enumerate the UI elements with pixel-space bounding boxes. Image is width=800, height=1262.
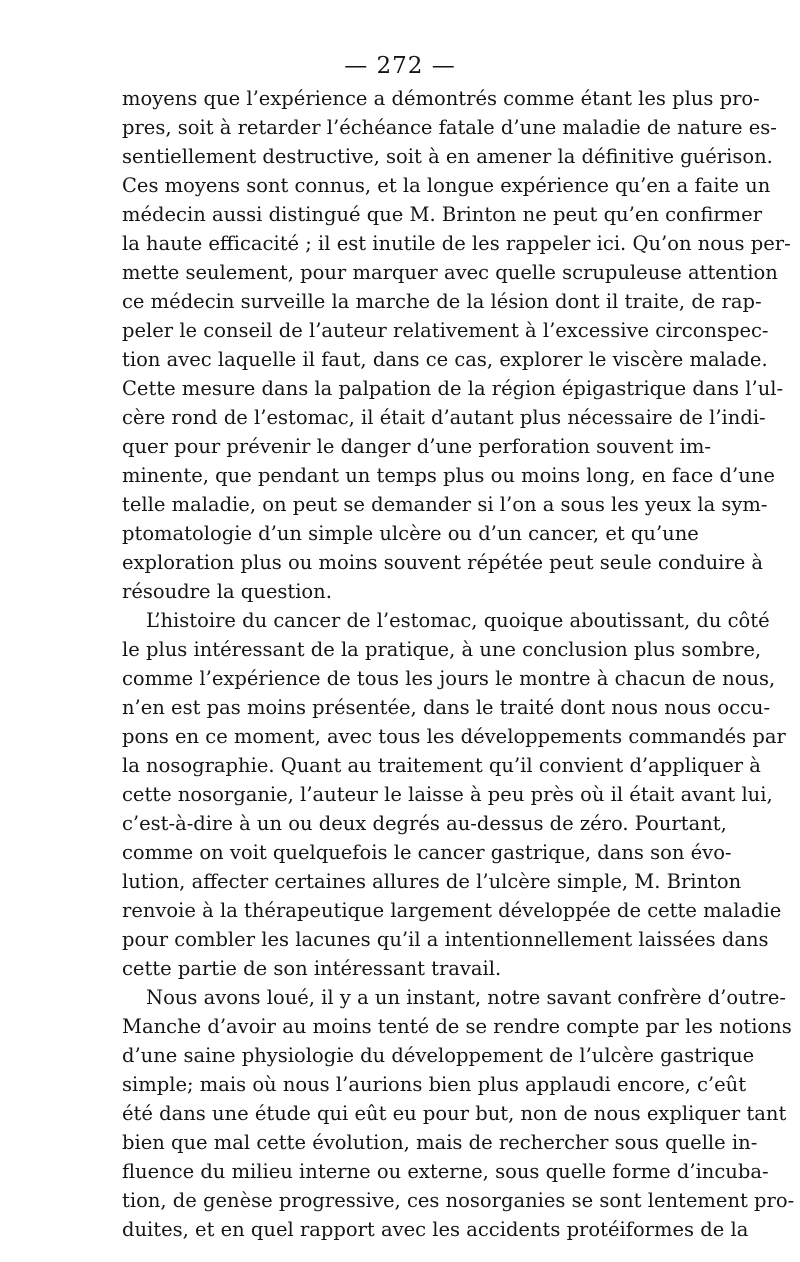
text-line: médecin aussi distingué que M. Brinton ne peut qu’en confirmer bbox=[122, 203, 763, 226]
text-line: peler le conseil de l’auteur relativement à l’excessive circonspec- bbox=[122, 319, 769, 342]
text-line: lution, affecter certaines allures de l’ulcère simple, M. Brinton bbox=[122, 870, 742, 893]
text-line: renvoie à la thérapeutique largement développée de cette maladie bbox=[122, 899, 782, 922]
text-line: ptomatologie d’un simple ulcère ou d’un cancer, et qu’une bbox=[122, 522, 699, 545]
text-line: cette partie de son intéressant travail. bbox=[122, 957, 502, 980]
text-line: tion avec laquelle il faut, dans ce cas, explorer le viscère malade. bbox=[122, 348, 768, 371]
text-line: L’histoire du cancer de l’estomac, quoique aboutissant, du côté bbox=[146, 609, 770, 632]
text-line: comme l’expérience de tous les jours le montre à chacun de nous, bbox=[122, 667, 776, 690]
text-line: comme on voit quelquefois le cancer gastrique, dans son évo- bbox=[122, 841, 732, 864]
page-number: — 272 — bbox=[344, 53, 456, 79]
text-line: la haute efficacité ; il est inutile de les rappeler ici. Qu’on nous per- bbox=[122, 232, 791, 255]
text-line: résoudre la question. bbox=[122, 580, 332, 603]
text-line: fluence du milieu interne ou externe, sous quelle forme d’incuba- bbox=[122, 1160, 769, 1183]
text-line: minente, que pendant un temps plus ou moins long, en face d’une bbox=[122, 464, 775, 487]
text-line: pour combler les lacunes qu’il a intentionnellement laissées dans bbox=[122, 928, 769, 951]
text-line: été dans une étude qui eût eu pour but, non de nous expliquer tant bbox=[122, 1102, 787, 1125]
text-line: c’est-à-dire à un ou deux degrés au-dessus de zéro. Pourtant, bbox=[122, 812, 727, 835]
text-line: n’en est pas moins présentée, dans le traité dont nous nous occu- bbox=[122, 696, 771, 719]
text-line: pres, soit à retarder l’échéance fatale d’une maladie de nature es- bbox=[122, 116, 777, 139]
text-line: quer pour prévenir le danger d’une perforation souvent im- bbox=[122, 435, 711, 458]
paragraph bbox=[122, 606, 786, 983]
text-line: duites, et en quel rapport avec les accidents protéiformes de la bbox=[122, 1218, 749, 1241]
text-line: cette nosorganie, l’auteur le laisse à peu près où il était avant lui, bbox=[122, 783, 773, 806]
text-line: Cette mesure dans la palpation de la région épigastrique dans l’ul- bbox=[122, 377, 784, 400]
text-line: bien que mal cette évolution, mais de rechercher sous quelle in- bbox=[122, 1131, 758, 1154]
text-line: exploration plus ou moins souvent répétée peut seule conduire à bbox=[122, 551, 764, 574]
text-line: mette seulement, pour marquer avec quelle scrupuleuse attention bbox=[122, 261, 778, 284]
text-line: Ces moyens sont connus, et la longue expérience qu’en a faite un bbox=[122, 174, 771, 197]
text-line: le plus intéressant de la pratique, à une conclusion plus sombre, bbox=[122, 638, 762, 661]
text-line: sentiellement destructive, soit à en amener la définitive guérison. bbox=[122, 145, 773, 168]
text-line: moyens que l’expérience a démontrés comme étant les plus pro- bbox=[122, 87, 760, 110]
paragraph bbox=[122, 983, 795, 1244]
text-line: tion, de genèse progressive, ces nosorganies se sont lentement pro- bbox=[122, 1189, 795, 1212]
text-line: Manche d’avoir au moins tenté de se rendre compte par les notions bbox=[122, 1015, 792, 1038]
text-line: la nosographie. Quant au traitement qu’il convient d’appliquer à bbox=[122, 754, 761, 777]
text-line: d’une saine physiologie du développement de l’ulcère gastrique bbox=[122, 1044, 755, 1067]
paragraph bbox=[122, 84, 791, 606]
text-line: pons en ce moment, avec tous les développements commandés par bbox=[122, 725, 786, 748]
text-line: ce médecin surveille la marche de la lésion dont il traite, de rap- bbox=[122, 290, 762, 313]
text-line: cère rond de l’estomac, il était d’autant plus nécessaire de l’indi- bbox=[122, 406, 766, 429]
body-text bbox=[122, 84, 795, 1244]
text-line: simple; mais où nous l’aurions bien plus applaudi encore, c’eût bbox=[122, 1073, 747, 1096]
text-line: telle maladie, on peut se demander si l’on a sous les yeux la sym- bbox=[122, 493, 768, 516]
text-line: Nous avons loué, il y a un instant, notre savant confrère d’outre- bbox=[146, 986, 786, 1009]
